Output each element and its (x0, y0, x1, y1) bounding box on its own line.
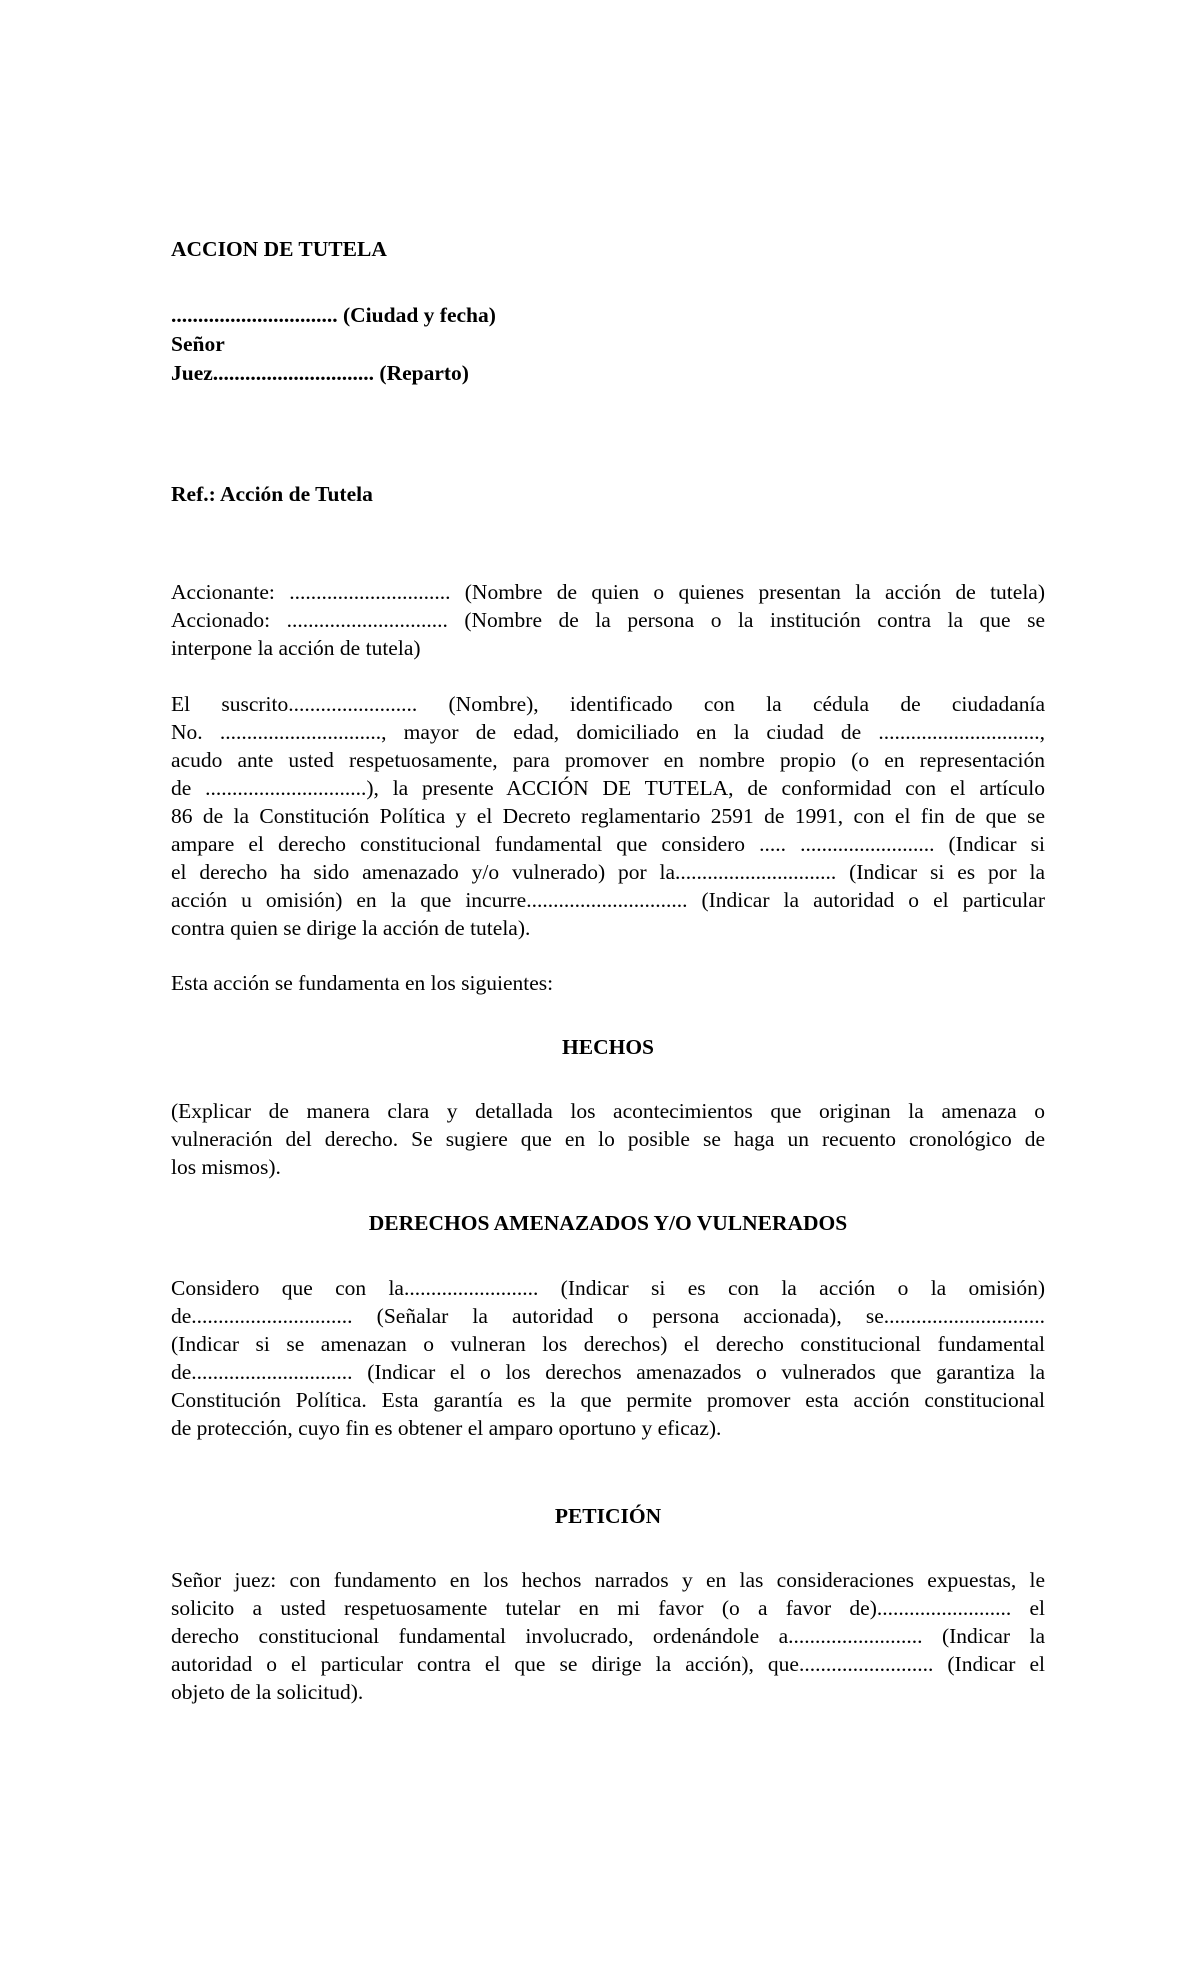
parties-block (171, 578, 1045, 662)
derechos-paragraph (171, 1274, 1045, 1442)
peticion-heading: PETICIÓN (554, 1504, 662, 1528)
hechos-heading: HECHOS (562, 1035, 654, 1059)
paragraph-line: (Explicar de manera clara y detallada los acontecimientos que originan la amenaza o (171, 1099, 1045, 1123)
paragraph-line: acción u omisión) en la que incurre.............................. (Indicar la autoridad o el particular (171, 888, 1045, 912)
paragraph-line: Señor juez: con fundamento en los hechos narrados y en las consideraciones expuestas, le (171, 1568, 1045, 1592)
paragraph-line: 86 de la Constitución Política y el Decreto reglamentario 2591 de 1991, con el fin de que se (171, 804, 1045, 828)
paragraph-line: autoridad o el particular contra el que se dirige la acción), que......................... (Indicar el (171, 1652, 1045, 1676)
paragraph-line: el derecho ha sido amenazado y/o vulnerado) por la.............................. (Indicar si es por la (171, 860, 1045, 884)
judge-line: Juez.............................. (Reparto) (171, 361, 469, 385)
paragraph-line: No. .............................., mayor de edad, domiciliado en la ciudad de .............................., (171, 720, 1045, 744)
paragraph-line: de.............................. (Indicar el o los derechos amenazados o vulnerados que garantiza la (171, 1360, 1045, 1384)
reference-line: Ref.: Acción de Tutela (171, 482, 373, 506)
intro-paragraph (171, 690, 1045, 942)
paragraph-line: acudo ante usted respetuosamente, para promover en nombre propio (o en representación (171, 748, 1045, 772)
paragraph-line: de ..............................), la presente ACCIÓN DE TUTELA, de conformidad con el artículo (171, 776, 1045, 800)
peticion-paragraph (171, 1566, 1045, 1706)
paragraph-line: solicito a usted respetuosamente tutelar en mi favor (o a favor de)......................... el (171, 1596, 1045, 1620)
paragraph-line: contra quien se dirige la acción de tutela). (171, 916, 531, 940)
paragraph-line: vulneración del derecho. Se sugiere que en lo posible se haga un recuento cronológico de (171, 1127, 1045, 1151)
accionado-line: Accionado: .............................. (Nombre de la persona o la institución contra la que se (171, 608, 1045, 632)
derechos-heading: DERECHOS AMENAZADOS Y/O VULNERADOS (368, 1211, 848, 1235)
paragraph-line: El suscrito........................ (Nombre), identificado con la cédula de ciudadanía (171, 692, 1045, 716)
paragraph-line: ampare el derecho constitucional fundamental que considero ..... ......................... (Indicar si (171, 832, 1045, 856)
paragraph-line: de.............................. (Señalar la autoridad o persona accionada), se.............................. (171, 1304, 1045, 1328)
city-date-line: ............................... (Ciudad y fecha) (171, 303, 496, 327)
salutation-line: Señor (171, 332, 225, 356)
hechos-paragraph (171, 1097, 1045, 1181)
accionante-line: Accionante: .............................. (Nombre de quien o quienes presentan la acción de tutela) (171, 580, 1045, 604)
paragraph-line: objeto de la solicitud). (171, 1680, 364, 1704)
paragraph-line: Constitución Política. Esta garantía es la que permite promover esta acción constitucional (171, 1388, 1045, 1412)
document-title: ACCION DE TUTELA (171, 237, 387, 261)
paragraph-line: derecho constitucional fundamental involucrado, ordenándole a......................... (Indicar la (171, 1624, 1045, 1648)
paragraph-line: Considero que con la......................... (Indicar si es con la acción o la omisión) (171, 1276, 1045, 1300)
paragraph-line: los mismos). (171, 1155, 281, 1179)
paragraph-line: de protección, cuyo fin es obtener el amparo oportuno y eficaz). (171, 1416, 722, 1440)
paragraph-line: (Indicar si se amenazan o vulneran los derechos) el derecho constitucional fundamental (171, 1332, 1045, 1356)
basis-line: Esta acción se fundamenta en los siguientes: (171, 971, 554, 995)
accionado-line-cont: interpone la acción de tutela) (171, 636, 421, 660)
